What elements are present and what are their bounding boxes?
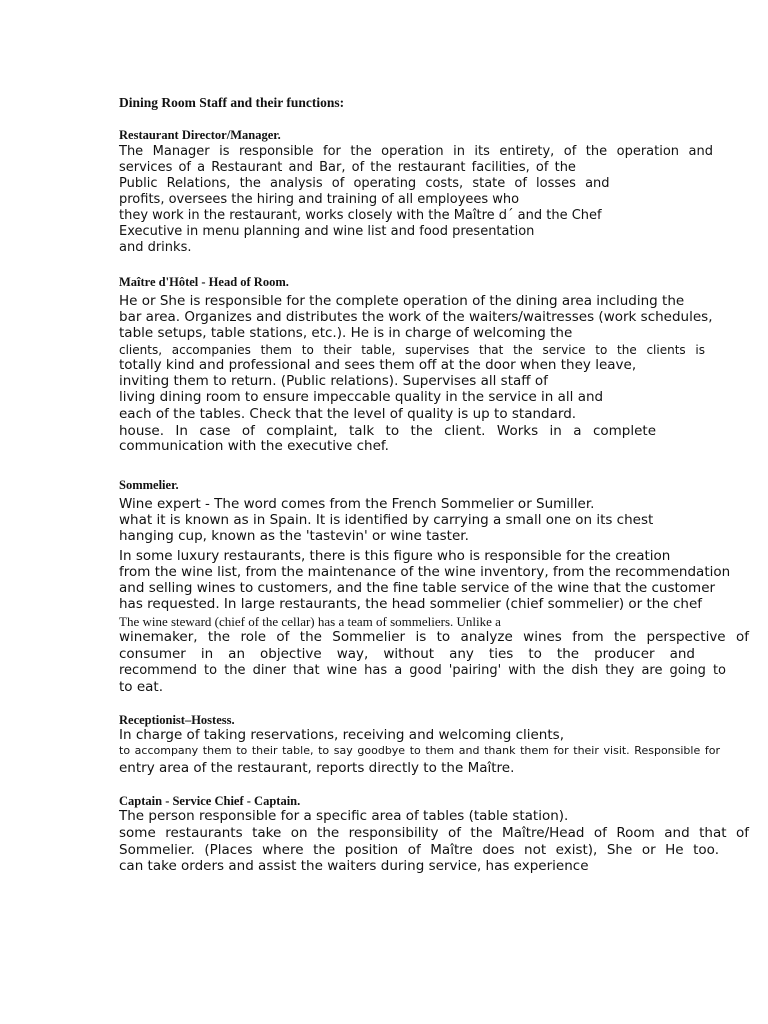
document-title: Dining Room Staff and their functions: — [119, 95, 345, 110]
manager-line-7: and drinks. — [119, 240, 192, 255]
maitre-line-8: each of the tables. Check that the level of quality is up to standard. — [119, 406, 577, 422]
maitre-line-5: totally kind and professional and sees them off at the door when they leave, — [119, 357, 637, 373]
receptionist-line-2: to accompany them to their table, to say goodbye to them and thank them for their visit. Responsible for — [119, 744, 720, 757]
maitre-line-9: house. In case of complaint, talk to the client. Works in a complete — [119, 423, 656, 439]
captain-line-1: The person responsible for a specific area of tables (table station). — [119, 808, 569, 824]
section-heading-maitre: Maître d'Hôtel - Head of Room. — [119, 275, 289, 289]
captain-line-2: some restaurants take on the responsibility of the Maître/Head of Room and that of — [119, 825, 749, 841]
maitre-line-4: clients, accompanies them to their table, supervises that the service to the clients is — [119, 343, 705, 357]
section-heading-sommelier: Sommelier. — [119, 478, 179, 492]
maitre-line-10: communication with the executive chef. — [119, 438, 389, 454]
sommelier-line-4: In some luxury restaurants, there is this figure who is responsible for the creation — [119, 548, 671, 564]
maitre-line-2: bar area. Organizes and distributes the work of the waiters/waitresses (work schedules, — [119, 309, 713, 325]
maitre-line-3: table setups, table stations, etc.). He is in charge of welcoming the — [119, 325, 573, 341]
captain-line-4: can take orders and assist the waiters during service, has experience — [119, 858, 589, 874]
manager-line-5: they work in the restaurant, works closely with the Maître d´ and the Chef — [119, 208, 602, 223]
section-heading-captain: Captain - Service Chief - Captain. — [119, 794, 301, 808]
manager-line-1: The Manager is responsible for the operation in its entirety, of the operation and — [119, 144, 713, 159]
manager-line-4: profits, oversees the hiring and training of all employees who — [119, 192, 520, 207]
maitre-line-6: inviting them to return. (Public relations). Supervises all staff of — [119, 373, 548, 389]
section-heading-receptionist: Receptionist–Hostess. — [119, 713, 235, 727]
manager-line-3: Public Relations, the analysis of operating costs, state of losses and — [119, 176, 610, 191]
captain-line-3: Sommelier. (Places where the position of Maître does not exist), She or He too. — [119, 842, 719, 858]
sommelier-line-8: The wine steward (chief of the cellar) has a team of sommeliers. Unlike a — [119, 614, 501, 629]
sommelier-line-3: hanging cup, known as the 'tastevin' or wine taster. — [119, 528, 469, 544]
manager-line-6: Executive in menu planning and wine list and food presentation — [119, 224, 535, 239]
manager-line-2: services of a Restaurant and Bar, of the restaurant facilities, of the — [119, 160, 576, 175]
sommelier-line-12: to eat. — [119, 679, 164, 695]
maitre-line-1: He or She is responsible for the complete operation of the dining area including the — [119, 293, 685, 309]
section-heading-manager: Restaurant Director/Manager. — [119, 128, 281, 142]
receptionist-line-3: entry area of the restaurant, reports directly to the Maître. — [119, 760, 515, 776]
sommelier-line-6: and selling wines to customers, and the fine table service of the wine that the customer — [119, 580, 716, 596]
maitre-line-7: living dining room to ensure impeccable quality in the service in all and — [119, 389, 604, 405]
receptionist-line-1: In charge of taking reservations, receiving and welcoming clients, — [119, 727, 564, 743]
sommelier-line-9: winemaker, the role of the Sommelier is to analyze wines from the perspective of — [119, 629, 749, 645]
sommelier-line-7: has requested. In large restaurants, the head sommelier (chief sommelier) or the chef — [119, 596, 702, 612]
sommelier-line-1: Wine expert - The word comes from the French Sommelier or Sumiller. — [119, 496, 595, 512]
sommelier-line-11: recommend to the diner that wine has a good 'pairing' with the dish they are going to — [119, 663, 726, 678]
sommelier-line-10: consumer in an objective way, without any ties to the producer and — [119, 646, 695, 662]
sommelier-line-2: what it is known as in Spain. It is identified by carrying a small one on its chest — [119, 512, 654, 528]
sommelier-line-5: from the wine list, from the maintenance of the wine inventory, from the recommendation — [119, 564, 731, 580]
